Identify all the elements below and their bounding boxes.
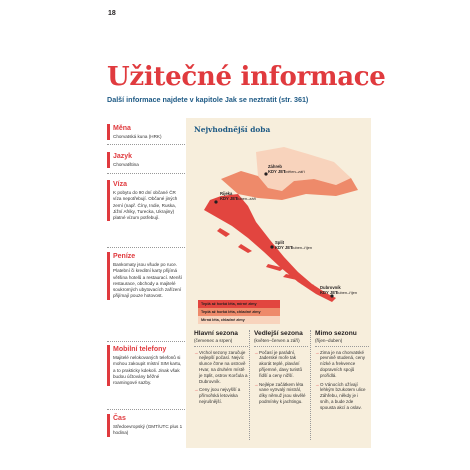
map-title: Nejvhodnější doba [194, 125, 271, 134]
legend-item [198, 300, 280, 308]
sidebar-text: Majitelé nelokovaných telefonů si mohou zakoupit místní SIM kartu, a to prakticky kdekoli. Jinak však budou účtovány běžné roamingové sazby. [113, 355, 182, 386]
season-title: Vedlejší sezona [254, 330, 303, 337]
season-note: → Vrchol sezony zaručuje nejlepší počasí. Nejvíc slunce čtrne na ostrově Hvar, na druhém místě je Split, ostrov Korčula a Dubrovník. [194, 350, 248, 385]
city-name-dubrovnik: Dubrovník [320, 285, 341, 290]
info-sidebar [107, 119, 185, 449]
city-name-zagreb: Záhreb [268, 164, 282, 169]
sidebar-heading: Víza [113, 181, 128, 188]
city-dot-rijeka [214, 200, 217, 203]
season-note: → Ceny jsou nejvyšší a přímořská letoviska nejrušnější. [194, 387, 248, 404]
season-note: → Zima je na chorvatské pevnině studená, ceny nízké a frekvence dopravních spojů prořídlá. [315, 350, 369, 379]
city-dot-split [270, 245, 273, 248]
legend-label: Teplá až horká léta, chladné zimy [201, 310, 261, 314]
city-label-split: KDY JET [275, 245, 293, 250]
city-name-split: Split [275, 240, 285, 245]
map-legend [198, 300, 280, 324]
page-title: Užitečné informace [107, 62, 386, 92]
season-note: → O Vánocích ožívají lehkým bzukotem ulice Záhřebu, někdy je i sníh, a bude zde spousta akcí a oslav. [315, 382, 369, 411]
sidebar-text: K pobytu do 90 dní občané ČR víza nepotřebují. Občané jiných zemí (např. Číny, Indie, Ruska, Jižní Afriky, Turecka, Ukrajiny) platné vízum potřebují. [113, 190, 178, 221]
sidebar-accent-bar [107, 152, 110, 168]
column-divider [249, 330, 250, 440]
sidebar-heading: Jazyk [113, 153, 133, 160]
sidebar-accent-bar [107, 252, 110, 300]
city-name-rijeka: Rijeka [220, 191, 233, 196]
sidebar-accent-bar [107, 345, 110, 386]
column-divider [310, 330, 311, 440]
city-label-rijeka: KDY JET [220, 196, 238, 201]
divider [107, 341, 185, 342]
island [217, 228, 230, 237]
season-title: Hlavní sezona [194, 330, 238, 337]
sidebar-section-mobile [113, 345, 183, 386]
legend-item [198, 316, 280, 324]
city-label-zagreb: KDY JET [268, 169, 286, 174]
sidebar-heading: Mobilní telefony [113, 346, 167, 353]
season-column-low [315, 330, 369, 414]
city-label-dubrovnik: KDY JET [320, 290, 338, 295]
city-months-split: duben–říjen [291, 245, 313, 250]
sidebar-heading: Čas [113, 415, 126, 422]
legend-label: Mírná léta, chladné zimy [201, 318, 245, 322]
sidebar-section-money [113, 252, 183, 300]
sidebar-accent-bar [107, 180, 110, 221]
sidebar-text: Bankomaty jsou všude po ruce. Platební či kreditní karty přijímá většina hotelů a restaurací. Menší restaurace, obchody a majitelé soukromých ubytovacích zařízení přijímají pouze hotovost. [113, 262, 182, 299]
sidebar-heading: Měna [113, 125, 131, 132]
season-column-high [194, 330, 248, 408]
city-months-dubrovnik: duben–říjen [336, 290, 358, 295]
season-months: (říjen–duben) [315, 338, 369, 347]
season-months: (červenec a srpen) [194, 338, 248, 347]
croatia-map [186, 136, 371, 306]
sidebar-accent-bar [107, 124, 110, 140]
sidebar-heading: Peníze [113, 253, 136, 260]
page-subtitle: Další informace najdete v kapitole Jak se neztratit (str. 361) [107, 95, 309, 104]
sidebar-text: Středoevropský (GMT/UTC plus 1 hodina) [113, 424, 183, 436]
season-column-shoulder [254, 330, 308, 408]
best-time-panel [186, 118, 371, 448]
divider [107, 409, 185, 410]
sidebar-section-currency [113, 124, 183, 140]
divider [107, 247, 185, 248]
sidebar-text: Chorvatština [113, 162, 139, 167]
season-note: → Počasí je parádní, Jaderské moře tak akorát teplé, plavání příjemné, davy turistů řidší a ceny nižší. [254, 350, 308, 379]
sidebar-text: Chorvatská kuna (HRK) [113, 134, 162, 139]
legend-label: Teplá až horká léta, mírné zimy [201, 302, 257, 306]
legend-item [198, 308, 280, 316]
city-months-zagreb: květen–září [284, 169, 305, 174]
island [238, 244, 252, 253]
season-months: (květen–červen a září) [254, 338, 308, 347]
sidebar-accent-bar [107, 414, 110, 437]
season-title: Mimo sezonu [315, 330, 357, 337]
sidebar-section-time [113, 414, 183, 437]
sidebar-section-visa [113, 180, 183, 221]
region-coastal-red [204, 194, 336, 302]
season-note: → Nejlépe začátkem léta vane vytrvalý mistrál, díky němuž jsou skvělé podmínky k jachtingu. [254, 382, 308, 405]
divider [107, 173, 185, 174]
sidebar-section-language [113, 152, 183, 168]
divider [107, 144, 185, 145]
city-months-rijeka: duben–září [236, 196, 257, 201]
page-number: 18 [108, 10, 116, 17]
